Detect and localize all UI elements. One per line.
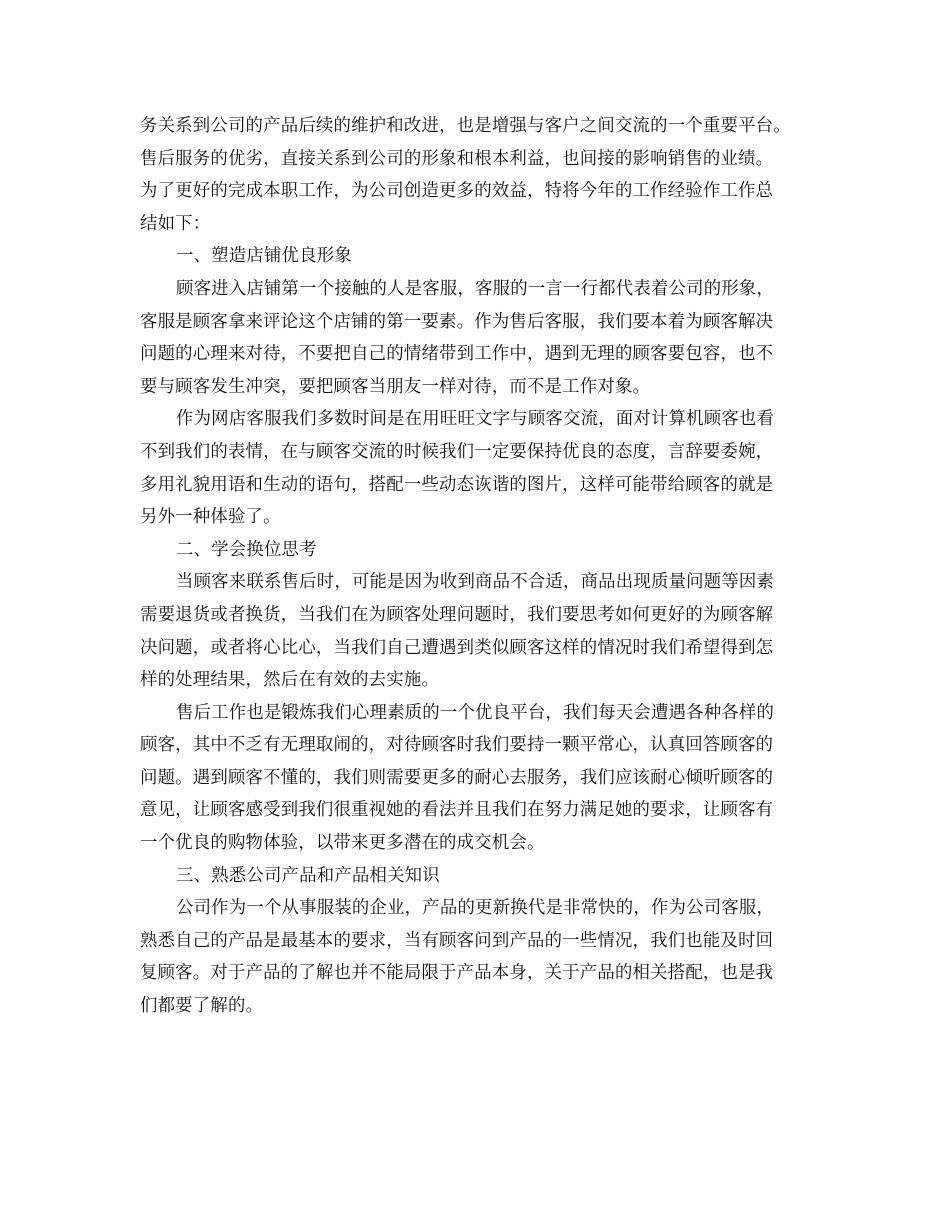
text-line: 为了更好的完成本职工作，为公司创造更多的效益，特将今年的工作经验作工作总: [140, 181, 774, 202]
text-line: 问题的心理来对待，不要把自己的情绪带到工作中，遇到无理的顾客要包容，也不: [140, 344, 774, 365]
text-line: 一、塑造店铺优良形象: [176, 246, 352, 267]
text-line: 问题。遇到顾客不懂的，我们则需要更多的耐心去服务，我们应该耐心倾听顾客的: [140, 767, 774, 788]
text-line: 结如下：: [140, 213, 211, 234]
text-line: 售后服务的优劣，直接关系到公司的形象和根本利益，也间接的影响销售的业绩。: [140, 148, 774, 169]
text-line: 们都要了解的。: [140, 996, 264, 1017]
text-line: 三、熟悉公司产品和产品相关知识: [176, 865, 440, 886]
text-line: 公司作为一个从事服装的企业，产品的更新换代是非常快的，作为公司客服，: [176, 898, 775, 919]
text-line: 一个优良的购物体验，以带来更多潜在的成交机会。: [140, 833, 545, 854]
text-line: 样的处理结果，然后在有效的去实施。: [140, 670, 440, 691]
text-line: 复顾客。对于产品的了解也并不能局限于产品本身，关于产品的相关搭配，也是我: [140, 963, 774, 984]
text-line: 二、学会换位思考: [176, 539, 317, 560]
text-line: 意见，让顾客感受到我们很重视她的看法并且我们在努力满足她的要求，让顾客有: [140, 800, 774, 821]
text-line: 不到我们的表情，在与顾客交流的时候我们一定要保持优良的态度，言辞要委婉，: [140, 441, 774, 462]
document-body: [140, 110, 820, 1023]
text-line: 要与顾客发生冲突，要把顾客当朋友一样对待，而不是工作对象。: [140, 376, 651, 397]
text-line: 顾客，其中不乏有无理取闹的，对待顾客时我们要持一颗平常心，认真回答顾客的: [140, 735, 774, 756]
text-line: 决问题，或者将心比心，当我们自己遭遇到类似顾客这样的情况时我们希望得到怎: [140, 637, 774, 658]
text-line: 务关系到公司的产品后续的维护和改进，也是增强与客户之间交流的一个重要平台。: [140, 116, 791, 136]
text-line: 另外一种体验了。: [140, 507, 281, 528]
text-line: 多用礼貌用语和生动的语句，搭配一些动态诙谐的图片，这样可能带给顾客的就是: [140, 474, 774, 495]
text-line: 熟悉自己的产品是最基本的要求，当有顾客问到产品的一些情况，我们也能及时回: [140, 930, 774, 951]
text-line: 当顾客来联系售后时，可能是因为收到商品不合适，商品出现质量问题等因素: [176, 572, 775, 593]
text-line: 售后工作也是锻炼我们心理素质的一个优良平台，我们每天会遭遇各种各样的: [176, 702, 775, 723]
text-line: 需要退货或者换货，当我们在为顾客处理问题时，我们要思考如何更好的为顾客解: [140, 604, 774, 625]
text-line: 客服是顾客拿来评论这个店铺的第一要素。作为售后客服，我们要本着为顾客解决: [140, 311, 774, 332]
text-line: 顾客进入店铺第一个接触的人是客服，客服的一言一行都代表着公司的形象，: [176, 278, 775, 299]
text-line: 作为网店客服我们多数时间是在用旺旺文字与顾客交流，面对计算机顾客也看: [176, 409, 775, 430]
